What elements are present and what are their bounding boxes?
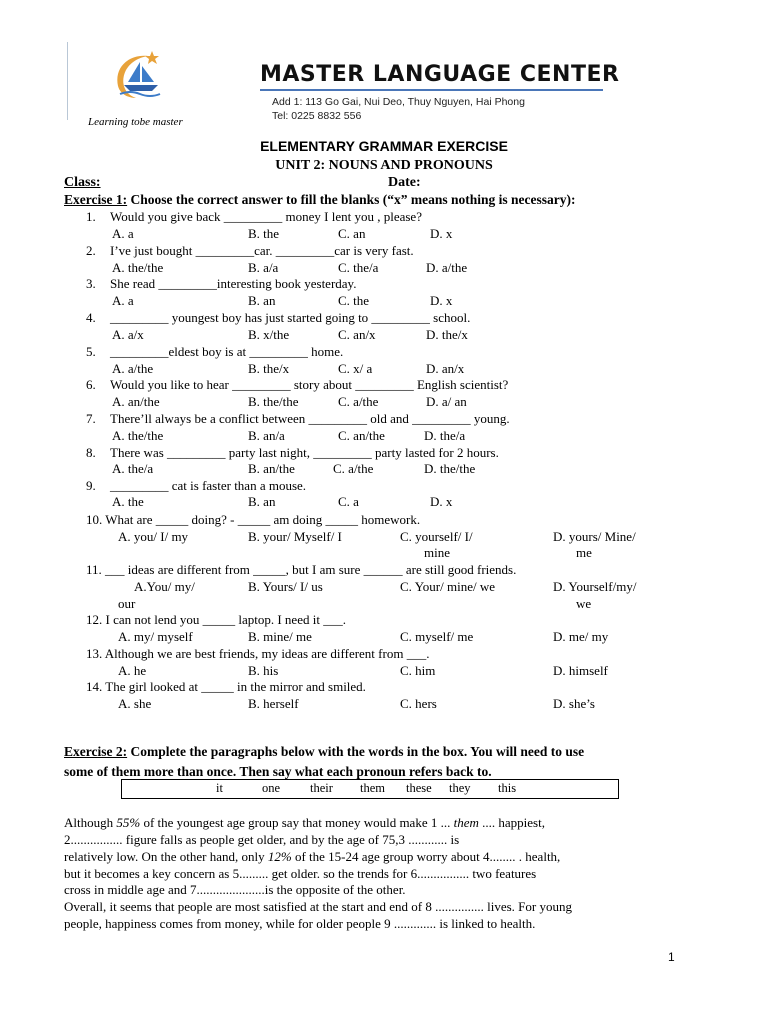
option-b: B. an/the	[248, 461, 295, 476]
option-b: B. the	[248, 226, 280, 241]
option-d: D. a/the	[426, 260, 468, 275]
option-c: C. Your/ mine/ we	[400, 579, 495, 594]
emphasis: 12%	[267, 849, 292, 864]
line-text: of the 15-24 age group worry about 4........ . health,	[291, 849, 561, 864]
question-text: _________ cat is faster than a mouse.	[110, 478, 307, 493]
word-box-item: they	[449, 781, 471, 795]
question-text: I’ve just bought _________car. _________car is very fast.	[110, 243, 414, 258]
question-number: 8.	[86, 445, 96, 460]
paragraph-line: people, happiness comes from money, while for older people 9 ............. is linked to health.	[64, 916, 536, 931]
word-box-item: their	[310, 781, 333, 795]
option-c: C. the	[338, 293, 370, 308]
option-d: D. x	[430, 226, 453, 241]
option-c: C. yourself/ I/	[400, 529, 473, 544]
question-number: 2.	[86, 243, 96, 258]
option-d: D. a/ an	[426, 394, 467, 409]
question-text: Would you like to hear _________ story about _________ English scientist?	[110, 377, 509, 392]
paragraph-line: Overall, it seems that people are most satisfied at the start and end of 8 ............... lives. For young	[64, 899, 572, 914]
option-d: D. the/x	[426, 327, 468, 342]
option-b: B. an	[248, 494, 276, 509]
question-text: She read _________interesting book yesterday.	[110, 276, 357, 291]
option-d: D. the/the	[424, 461, 476, 476]
page-number: 1	[668, 950, 675, 964]
option-b: B. mine/ me	[248, 629, 312, 644]
exercise1-instruction: Choose the correct answer to fill the blanks (“x” means nothing is necessary):	[127, 192, 576, 207]
paragraph-line: cross in middle age and 7.....................is the opposite of the other.	[64, 882, 406, 897]
word-box-item: this	[498, 781, 517, 795]
line-text: relatively low. On the other hand, only	[64, 849, 268, 864]
option-b: B. your/ Myself/ I	[248, 529, 342, 544]
option-a: A. the	[112, 494, 144, 509]
line-text: Although	[64, 815, 117, 830]
option-b: B. the/x	[248, 361, 290, 376]
question-number: 4.	[86, 310, 96, 325]
option-c: C. him	[400, 663, 436, 678]
option-c-cont: mine	[424, 545, 450, 560]
option-d: D. an/x	[426, 361, 465, 376]
exercise1-heading	[64, 192, 575, 208]
question-text: There’ll always be a conflict between _________ old and _________ young.	[110, 411, 510, 426]
option-b: B. x/the	[248, 327, 290, 342]
page-title: ELEMENTARY GRAMMAR EXERCISE	[260, 138, 508, 154]
option-c: C. the/a	[338, 260, 379, 275]
exercise2-instruction: Complete the paragraphs below with the words in the box. You will need to use	[127, 744, 585, 759]
option-a: A. the/a	[112, 461, 154, 476]
class-label: Class:	[64, 175, 101, 190]
header-rule	[260, 89, 603, 91]
question-text: _________eldest boy is at _________ home.	[110, 344, 344, 359]
option-a: A. he	[118, 663, 147, 678]
word-box-item: one	[262, 781, 281, 795]
option-a: A. my/ myself	[118, 629, 193, 644]
header-divider	[67, 42, 68, 120]
word-box-item: it	[216, 781, 223, 795]
option-b: B. a/a	[248, 260, 279, 275]
option-d: D. she’s	[553, 696, 595, 711]
option-b: B. herself	[248, 696, 299, 711]
option-d: D. himself	[553, 663, 608, 678]
question-text: 10. What are _____ doing? - _____ am doing _____ homework.	[86, 512, 421, 527]
option-c: C. a/the	[338, 394, 379, 409]
option-c: C. a	[338, 494, 359, 509]
tagline: Learning tobe master	[88, 116, 183, 128]
option-a-cont: our	[118, 596, 136, 611]
exercise2-heading	[64, 744, 584, 760]
option-b: B. the/the	[248, 394, 299, 409]
paragraph-line: 2................ figure falls as people get older, and by the age of 75,3 ............ is	[64, 832, 460, 847]
question-number: 3.	[86, 276, 96, 291]
option-a: A. a	[112, 293, 134, 308]
paragraph-line	[64, 815, 676, 831]
option-d-cont: we	[576, 596, 592, 611]
date-label: Date:	[388, 175, 421, 190]
option-c: C. an/x	[338, 327, 376, 342]
option-c: C. an/the	[338, 428, 385, 443]
telephone: Tel: 0225 8832 556	[272, 110, 362, 122]
address: Add 1: 113 Go Gai, Nui Deo, Thuy Nguyen, Hai Phong	[272, 96, 525, 108]
word-box-item: these	[406, 781, 432, 795]
exercise1-label: Exercise 1:	[64, 192, 128, 207]
option-d: D. me/ my	[553, 629, 609, 644]
option-c: C. hers	[400, 696, 437, 711]
option-a: A. an/the	[112, 394, 160, 409]
option-a: A. the/the	[112, 260, 164, 275]
emphasis: 55%	[116, 815, 141, 830]
option-a: A. she	[118, 696, 152, 711]
question-text: _________ youngest boy has just started going to _________ school.	[110, 310, 471, 325]
option-d: D. Yourself/my/	[553, 579, 637, 594]
option-c: C. myself/ me	[400, 629, 474, 644]
option-c: C. a/the	[333, 461, 374, 476]
option-d: D. the/a	[424, 428, 466, 443]
question-text: There was _________ party last night, _________ party lasted for 2 hours.	[110, 445, 499, 460]
option-a: A. you/ I/ my	[118, 529, 189, 544]
question-number: 7.	[86, 411, 96, 426]
question-text: 13. Although we are best friends, my ideas are different from ___.	[86, 646, 430, 661]
option-c: C. an	[338, 226, 366, 241]
option-a: A. a	[112, 226, 134, 241]
example-answer: them	[453, 815, 479, 830]
option-b: B. an/a	[248, 428, 285, 443]
question-text: Would you give back _________ money I lent you , please?	[110, 209, 422, 224]
question-number: 1.	[86, 209, 96, 224]
option-d: D. x	[430, 494, 453, 509]
word-box-item: them	[360, 781, 385, 795]
exercise2-label: Exercise 2:	[64, 744, 128, 759]
paragraph-line: but it becomes a key concern as 5......... get older. so the trends for 6................ two features	[64, 866, 537, 881]
question-text: 12. I can not lend you _____ laptop. I need it ___.	[86, 612, 346, 627]
option-b: B. an	[248, 293, 276, 308]
center-name: MASTER LANGUAGE CENTER	[260, 62, 620, 87]
line-text: .... happiest,	[478, 815, 545, 830]
sailboat-logo-icon	[108, 48, 166, 106]
option-a: A. a/x	[112, 327, 144, 342]
option-a: A. a/the	[112, 361, 154, 376]
option-b: B. his	[248, 663, 279, 678]
option-d-cont: me	[576, 545, 592, 560]
question-number: 9.	[86, 478, 96, 493]
unit-title: UNIT 2: NOUNS AND PRONOUNS	[275, 158, 493, 173]
option-c: C. x/ a	[338, 361, 373, 376]
option-a: A.You/ my/	[134, 579, 195, 594]
option-d: D. yours/ Mine/	[553, 529, 636, 544]
exercise2-instruction-line2: some of them more than once. Then say what each pronoun refers back to.	[64, 764, 492, 779]
question-text: 14. The girl looked at _____ in the mirror and smiled.	[86, 679, 366, 694]
line-text: of the youngest age group say that money would make 1 ...	[140, 815, 454, 830]
question-number: 6.	[86, 377, 96, 392]
paragraph-line	[64, 849, 676, 865]
question-text: 11. ___ ideas are different from _____, but I am sure ______ are still good friends.	[86, 562, 517, 577]
option-a: A. the/the	[112, 428, 164, 443]
question-number: 5.	[86, 344, 96, 359]
option-d: D. x	[430, 293, 453, 308]
option-b: B. Yours/ I/ us	[248, 579, 323, 594]
